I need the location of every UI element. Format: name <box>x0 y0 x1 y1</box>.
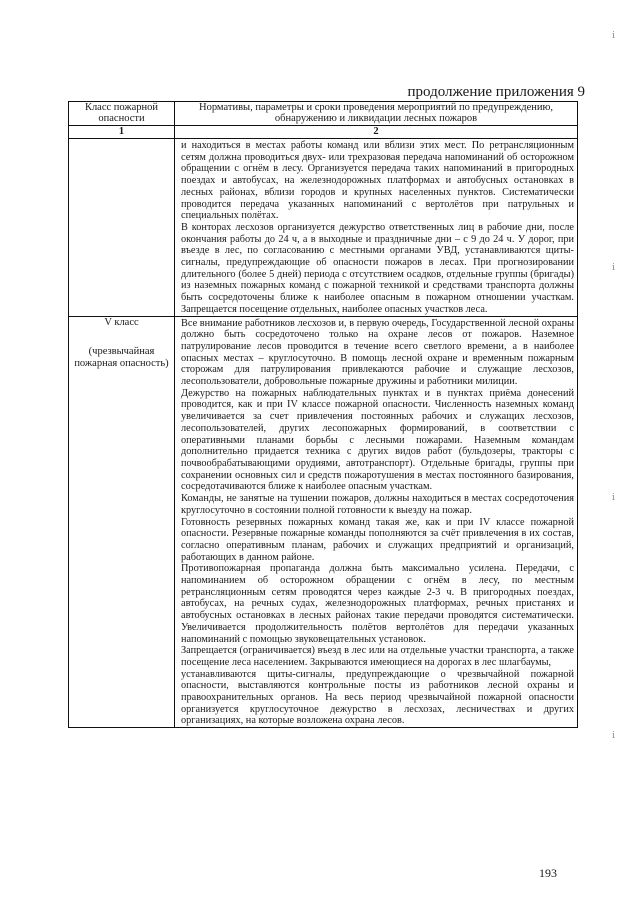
paragraph: Готовность резервных пожарных команд такая же, как и при IV классе пожарной опасности. Резервные пожарные команды пополняются за счёт привлечения в их состав, согласно оперативным планам, рабочих и служащих предприятий и организаций, работающих в данном районе. <box>181 516 574 563</box>
header-fire-class: Класс пожарной опасности <box>69 102 175 126</box>
column-number-row <box>69 126 578 139</box>
margin-mark: ⅰ <box>612 730 615 740</box>
fire-norms-table <box>68 101 578 728</box>
margin-mark: ⅰ <box>612 262 615 272</box>
class-note: (чрезвычайная пожарная опасность) <box>74 346 169 369</box>
paragraph: Дежурство на пожарных наблюдательных пунктах и в пунктах приёма донесений проводится, как и при IV классе пожарной опасности. Численность наземных команд увеличивается за счет привлечения постоянных рабочих и служащих лесхозов, лесопользователей, других лесопожарных формирований, в соответствии с оперативными планами борьбы с лесными пожарами. Наземным командам дополнительно придается техника с других видов работ (бульдозеры, тракторы с почвообрабатывающими орудиями, автотранспорт). Отдельные бригады, группы при сохранении основных сил и средств пожаротушения в местах постоянного базирования, сосредотачиваются ближе к наиболее опасным участкам. <box>181 387 574 493</box>
column-number-1: 1 <box>69 126 175 139</box>
row1-text <box>175 139 577 316</box>
paragraph: Команды, не занятые на тушении пожаров, должны находиться в местах сосредоточения круглосуточно в состоянии полной готовности к выезду на пожар. <box>181 493 574 516</box>
paragraph: Все внимание работников лесхозов и, в первую очередь, Государственной лесной охраны должно быть сосредоточено только на охране лесов от пожаров. Наземное патрулирование лесов проводится в течение всего светлого времени, а в наиболее опасных местах – круглосуточно. В помощь лесной охране и временным пожарным сторожам для патрулирования привлекаются рабочие и служащие лесхозов, лесопользователи, добровольные пожарные дружины и работники милиции. <box>181 317 574 388</box>
continuation-heading: продолжение приложения 9 <box>407 84 585 100</box>
table-row <box>69 316 578 728</box>
paragraph: устанавливаются щиты-сигналы, предупреждающие о чрезвычайной пожарной опасности, выставляются контрольные посты из работников лесной охраны и правоохранительных органов. На весь период чрезвычайной пожарной опасности организуется круглосуточное дежурство в лесхозах, лесничествах и других организациях, на которые возложена охрана лесов. <box>181 668 574 727</box>
row2-text <box>175 317 577 728</box>
page-number: 193 <box>539 866 557 880</box>
class-name: V класс <box>104 316 139 328</box>
table-row <box>69 139 578 317</box>
paragraph: В конторах лесхозов организуется дежурство ответственных лиц в рабочие дни, после окончания работы до 24 ч, а в выходные и праздничные дни – с 9 до 24 ч. У дорог, при въезде в лес, по согласованию с местными органами УВД, устанавливаются щиты-сигналы, предупреждающие об опасности пожаров в лесах. При прогнозировании длительного (более 5 дней) периода с отсутствием осадков, отдельные группы (бригады) из наземных пожарных команд с пожарной техникой и средствами транспорта должны быть сосредоточены ближе к наиболее опасным в пожарном отношении участкам. Запрещается посещение отдельных, наиболее опасных участков леса. <box>181 221 574 315</box>
paragraph: Запрещается (ограничивается) въезд в лес или на отдельные участки транспорта, а также посещение леса населением. Закрываются имеющиеся на дорогах в лес шлагбаумы, <box>181 645 574 668</box>
margin-mark: ⅰ <box>612 492 615 502</box>
margin-mark: ⅰ <box>612 30 615 40</box>
norms-cell <box>175 316 578 728</box>
column-number-2: 2 <box>175 126 578 139</box>
norms-cell <box>175 139 578 317</box>
class-cell-empty <box>69 139 175 317</box>
paragraph: и находиться в местах работы команд или вблизи этих мест. По ретрансляционным сетям должна проводиться двух- или трехразовая передача напоминаний об осторожном обращении с огнём в лесу. Организуется передача таких напоминаний в пригородных поездах и автобусах, на железнодорожных платформах и автобусных остановках в лесных районах, вблизи городов и крупных населенных пунктов. Систематически проводится передача указанных напоминаний с вертолётов при патрульных и специальных полётах. <box>181 140 574 222</box>
class-cell-v <box>69 316 175 728</box>
paragraph: Противопожарная пропаганда должна быть максимально усилена. Передачи, с напоминанием об осторожном обращении с огнём в лесу, по местным ретрансляционным сетям проводятся через каждые 2-3 ч. В пригородных поездах, автобусах, на речных судах, железнодорожных платформах, речных пристанях и автобусных остановках в лесных районах такие передачи проводятся систематически. Увеличивается продолжительность полётов вертолётов для передачи указанных напоминаний с помощью звуковещательных установок. <box>181 563 574 645</box>
table-header-row <box>69 102 578 126</box>
header-norms: Нормативы, параметры и сроки проведения мероприятий по предупреждению, обнаружению и ликвидации лесных пожаров <box>175 102 578 126</box>
